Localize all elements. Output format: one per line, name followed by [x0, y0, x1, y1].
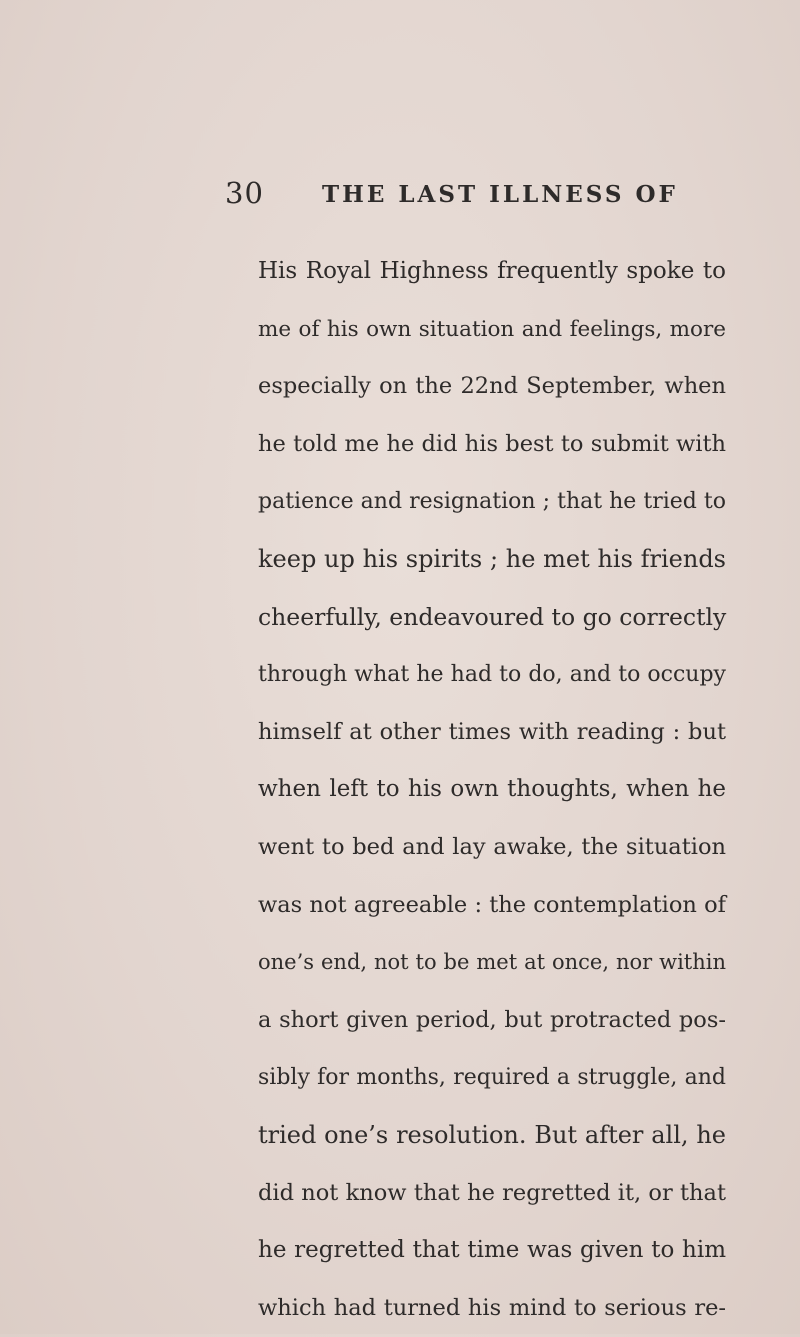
text-line: patience and resignation ; that he tried to — [258, 489, 726, 515]
text-line: tried one’s resolution. But after all, he — [258, 1120, 726, 1149]
text-line: himself at other times with reading : but — [258, 718, 726, 745]
text-line: was not agreeable : the contemplation of — [258, 891, 726, 918]
text-line: through what he had to do, and to occupy — [258, 662, 726, 688]
body-text — [258, 243, 726, 1337]
text-line: especially on the 22nd September, when — [258, 373, 726, 400]
text-line: he told me he did his best to submit with — [258, 430, 726, 457]
text-line: a short given period, but protracted pos- — [258, 1006, 726, 1033]
text-line: cheerfully, endeavoured to go correctly — [258, 602, 727, 631]
text-line: he regretted that time was given to him — [258, 1237, 726, 1264]
text-line: did not know that he regretted it, or that — [258, 1179, 726, 1206]
page-number: 30 — [225, 176, 264, 210]
text-line: me of his own situation and feelings, more — [258, 316, 726, 342]
text-line: keep up his spirits ; he met his friends — [258, 544, 726, 573]
text-line: went to bed and lay awake, the situation — [258, 833, 726, 860]
running-title: THE LAST ILLNESS OF — [322, 181, 678, 208]
text-line: which had turned his mind to serious re- — [258, 1294, 726, 1321]
text-line: when left to his own thoughts, when he — [258, 776, 726, 803]
text-line: one’s end, not to be met at once, nor within — [258, 950, 726, 975]
text-line: His Royal Highness frequently spoke to — [258, 258, 726, 284]
text-line: sibly for months, required a struggle, and — [258, 1065, 726, 1091]
